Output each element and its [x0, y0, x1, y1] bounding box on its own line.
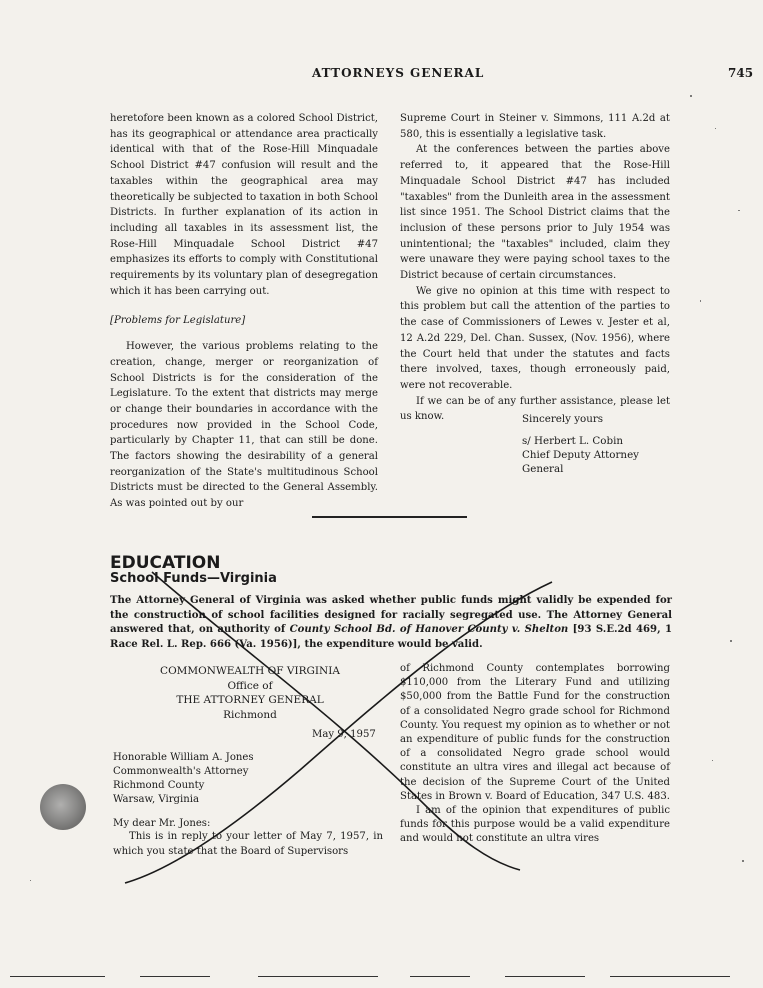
letter-body-left: This is in reply to your letter of May 7, 1957, in which you state that the Board of Supervisors — [113, 831, 383, 857]
footer-line — [10, 976, 105, 977]
footer-line — [610, 976, 730, 977]
summary-part-a: The Attorney General of Virginia was asked whether public funds might validly be expended for the construction of school facilities designed for racially segregated use. The Attorney General answered that, on authority of — [110, 595, 672, 635]
footer-line — [505, 976, 585, 977]
letterhead-commonwealth: COMMONWEALTH OF VIRGINIA — [160, 665, 340, 677]
page-number: 745 — [728, 66, 754, 80]
letterhead-office-of: Office of — [227, 679, 273, 692]
right-paragraph-4: If we can be of any further assistance, please let us know. — [400, 395, 670, 423]
running-header: ATTORNEYS GENERAL — [312, 66, 485, 80]
addressee-line-2: Commonwealth's Attorney — [113, 766, 249, 777]
footer-line — [258, 976, 378, 977]
closing: Sincerely yours — [522, 413, 604, 425]
salutation: My dear Mr. Jones: — [113, 818, 211, 829]
addressee-line-3: Richmond County — [113, 780, 205, 791]
footer-line — [140, 976, 210, 977]
right-paragraph-1: Supreme Court in Steiner v. Simmons, 111 A.2d at 580, this is essentially a legislative task. — [400, 113, 670, 140]
addressee-line-1: Honorable William A. Jones — [113, 752, 254, 763]
letterhead-office-name: THE ATTORNEY GENERAL — [176, 694, 324, 706]
signature-title-line-2: General — [522, 463, 564, 475]
addressee-line-4: Warsaw, Virginia — [113, 794, 199, 805]
letter-date: May 9, 1957 — [312, 729, 376, 740]
signature: s/ Herbert L. Cobin — [522, 435, 624, 447]
letter-body-right-1: of Richmond County contemplates borrowing $110,000 from the Literary Fund and utilizing $50,000 from the Battle Fund for the construction of a consolidated Negro grade school for Richmond County. You request my opinion as to whether or not an expenditure of public funds for the construction of a consolidated Negro grade school would constitute an ultra vires and illegal act because of the decision of the Supreme Court of the United States in Brown v. Board of Education, 347 U.S. 483. — [400, 663, 670, 802]
footer-line — [410, 976, 470, 977]
left-paragraph-2: However, the various problems relating to the creation, change, merger or reorganization of School Districts is for the consideration of the Legislature. To the extent that districts may merge or change their boundaries in accordance with the procedures now provided in the School Code, particularly by Chapter 11, that can still be done. The factors showing the desirability of a general reorganization of the State's multitudinous School Districts must be directed to the General Assembly. As was pointed out by our — [110, 341, 378, 510]
left-paragraph-1: heretofore been known as a colored School District, has its geographical or attendance area practically identical with that of the Rose-Hill Minquadale School District #47 confusion will result and the taxables within the geographical area may theoretically be subjected to taxation in both School Districts. In further explanation of its action in including all taxables in its assessment list, the Rose-Hill Minquadale School District #47 emphasizes its efforts to comply with Constitutional requirements by its voluntary plan of desegregation which it has been carrying out. — [110, 113, 378, 297]
section-subtitle: School Funds—Virginia — [110, 571, 277, 586]
signature-title-line-1: Chief Deputy Attorney — [522, 449, 639, 461]
summary-case-name: County School Bd. of Hanover County v. Shelton — [289, 624, 569, 635]
section-title: EDUCATION — [110, 553, 221, 573]
summary-part-b: [93 S.E.2d 469, 1 Race Rel. L. Rep. 666 (Va. 1956)], the expenditure would be valid. — [110, 624, 672, 650]
section-heading: [Problems for Legislature] — [110, 315, 246, 327]
right-paragraph-3: We give no opinion at this time with respect to this problem but call the attention of the parties to the case of Commissioners of Lewes v. Jester et al, 12 A.2d 229, Del. Chan. Sussex, (Nov. 1956), where the Court held that under the statutes and facts there involved, taxes, though erroneously paid, were not recoverable. — [400, 285, 670, 391]
letterhead-city: Richmond — [223, 708, 277, 721]
letter-body-right-2: I am of the opinion that expenditures of public funds for this purpose would be a valid expenditure and would not constitute an ultra vires — [400, 805, 670, 845]
right-paragraph-2: At the conferences between the parties above referred to, it appeared that the Rose-Hill Minquadale School District #47 has included "taxables" from the Dunleith area in the assessment list since 1951. The School District claims that the inclusion of these persons prior to July 1954 was unintentional; the "taxables" included, claim they were unaware they were paying school taxes to the District because of certain circumstances. — [400, 144, 670, 282]
